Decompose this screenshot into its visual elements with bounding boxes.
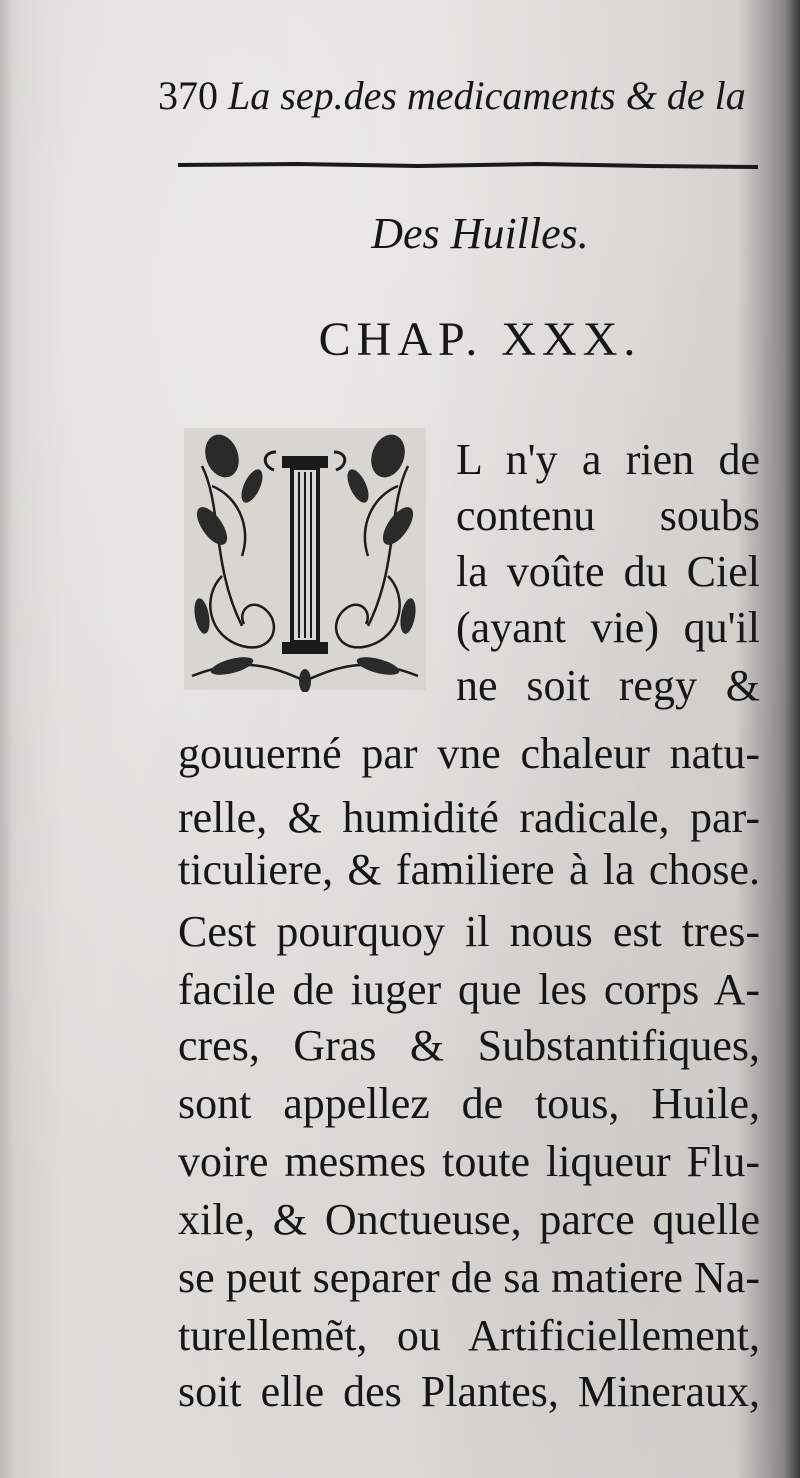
text-line-1: L n'y a rien de [456,435,760,484]
text-line-13: voire mesmes toute liqueur Flu- [178,1137,760,1186]
text-line-4: (ayant vie) qu'il [456,603,760,652]
ornament-initial-i [182,426,428,692]
running-title: La sep.des medicaments & de la [228,73,746,118]
chapter-title: CHAP. XXX. [318,313,642,366]
page-edge-shadow [0,0,14,1478]
text-line-10: facile de iuger que les corps A- [178,965,760,1014]
text-line-8: ticuliere, & familiere à la chose. [178,845,760,894]
decorated-initial [182,426,428,692]
running-head [158,72,758,132]
text-line-17: soit elle des Plantes, Mineraux, [178,1367,760,1416]
text-line-2: contenu soubs [456,491,760,540]
section-title: Des Huilles. [371,209,589,258]
text-line-6: gouuerné par vne chaleur natu- [178,729,760,778]
header-rule [178,158,758,172]
text-line-16: turellemẽt, ou Artificiellement, [178,1311,760,1360]
text-line-3: la voûte du Ciel [456,547,760,596]
text-line-15: se peut separer de sa matiere Na- [178,1253,760,1302]
text-line-9: Cest pourquoy il nous est tres- [178,907,760,956]
page-number: 370 [158,73,218,118]
text-line-12: sont appellez de tous, Huile, [178,1079,760,1128]
text-line-11: cres, Gras & Substantifiques, [178,1021,760,1070]
text-line-5: ne soit regy & [456,661,760,710]
text-line-14: xile, & Onctueuse, parce quelle [178,1195,760,1244]
text-line-7: relle, & humidité radicale, par- [178,793,760,842]
